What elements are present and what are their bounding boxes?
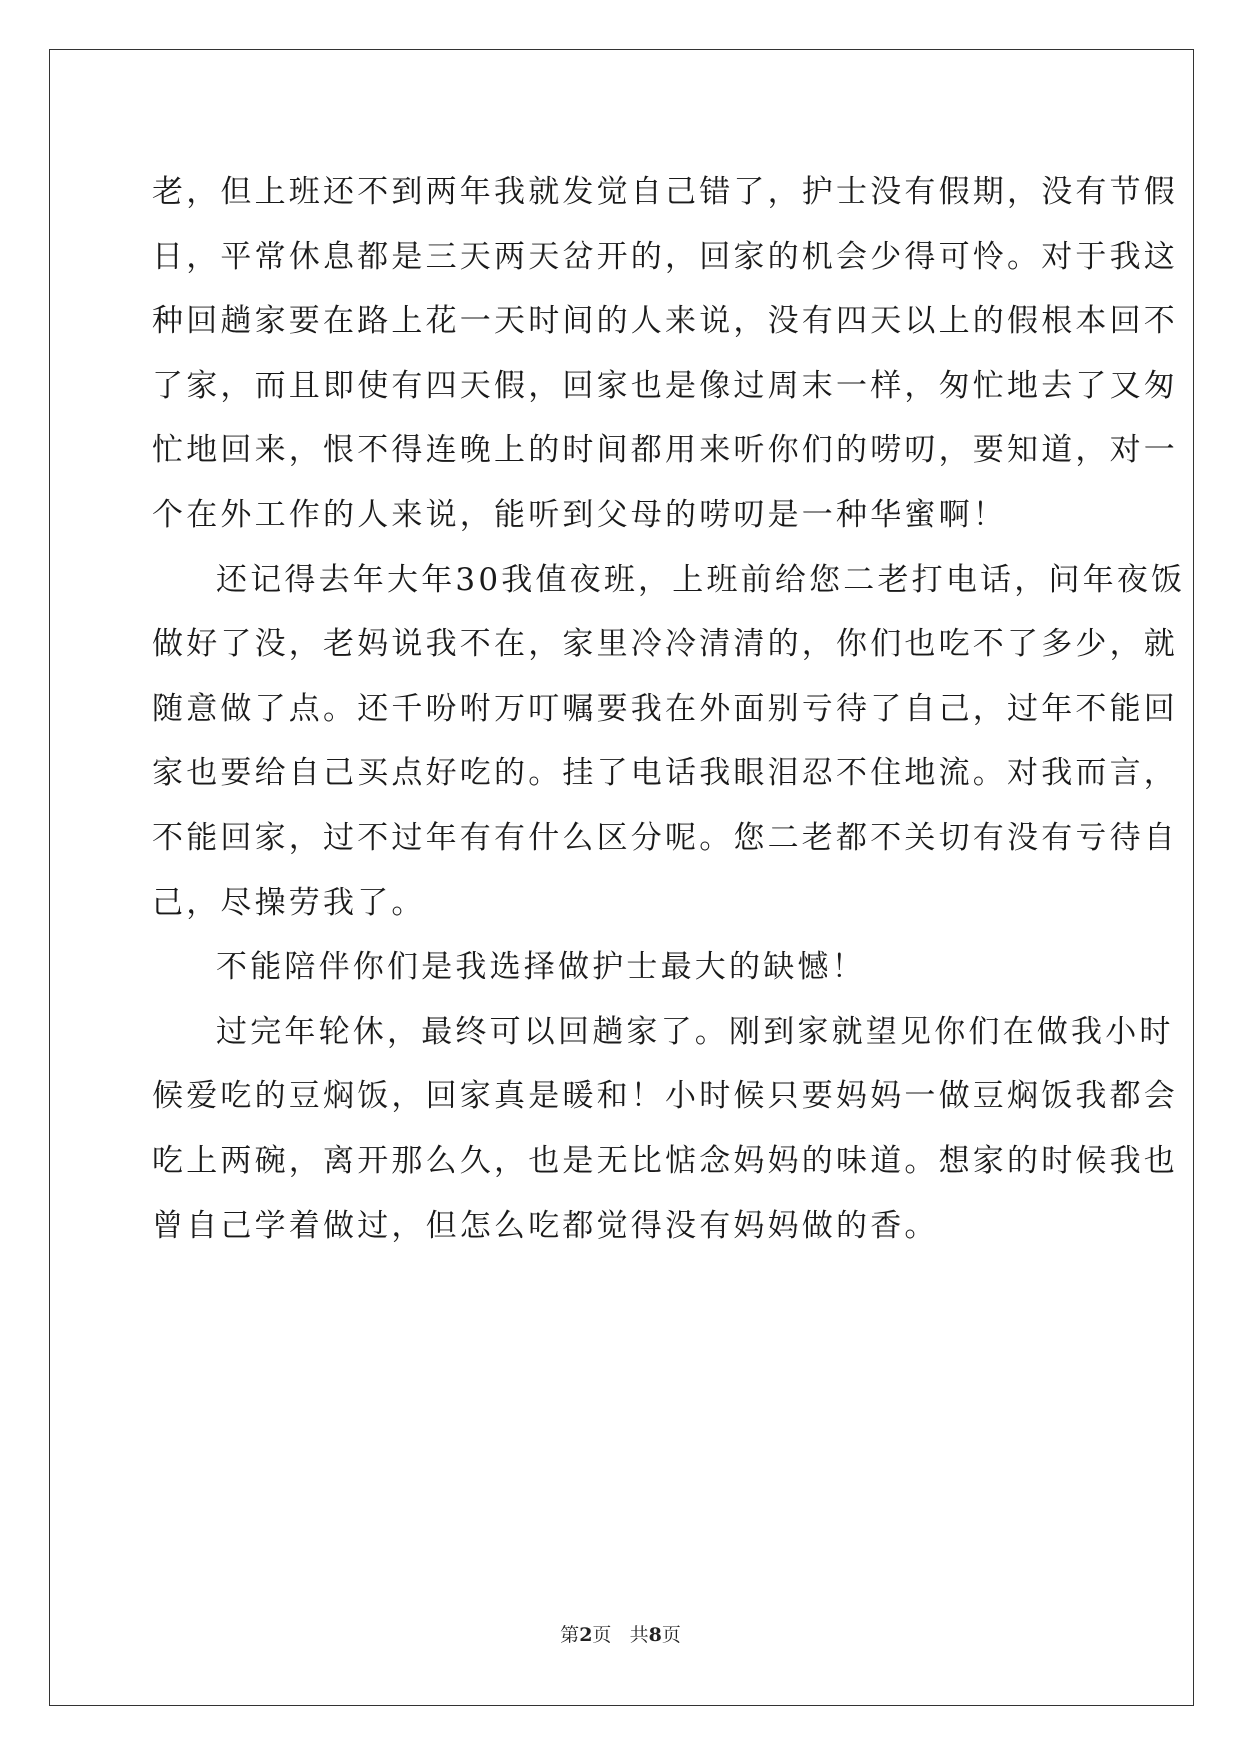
text-line: 个在外工作的人来说，能听到父母的唠叨是一种华蜜啊！ — [152, 496, 1007, 533]
text-line: 候爱吃的豆焖饭，回家真是暖和！小时候只要妈妈一做豆焖饭我都会 — [152, 1078, 1178, 1115]
text-line: 还记得去年大年30我值夜班，上班前给您二老打电话，问年夜饭 — [216, 561, 1186, 598]
text-line: 吃上两碗，离开那么久，也是无比惦念妈妈的味道。想家的时候我也 — [152, 1142, 1178, 1179]
footer-prefix: 第 — [560, 1624, 580, 1646]
total-pages: 8 — [648, 1624, 662, 1646]
text-line: 不能陪伴你们是我选择做护士最大的缺憾！ — [216, 949, 866, 986]
page-number: 2 — [579, 1624, 593, 1646]
text-line: 种回趟家要在路上花一天时间的人来说，没有四天以上的假根本回不 — [152, 303, 1178, 340]
text-line: 己，尽操劳我了。 — [152, 884, 426, 921]
text-line: 老，但上班还不到两年我就发觉自己错了，护士没有假期，没有节假 — [152, 174, 1178, 210]
text-line: 日，平常休息都是三天两天岔开的，回家的机会少得可怜。对于我这 — [152, 238, 1178, 275]
text-line: 做好了没，老妈说我不在，家里冷冷清清的，你们也吃不了多少，就 — [152, 626, 1178, 663]
text-line: 忙地回来，恨不得连晚上的时间都用来听你们的唠叨，要知道，对一 — [152, 432, 1178, 469]
text-line: 过完年轮休，最终可以回趟家了。刚到家就望见你们在做我小时 — [216, 1013, 1174, 1050]
text-line: 曾自己学着做过，但怎么吃都觉得没有妈妈做的香。 — [152, 1207, 939, 1244]
document-body — [152, 160, 1186, 1258]
footer-page-suffix: 页 — [592, 1624, 612, 1646]
footer-total-prefix: 共 — [629, 1624, 649, 1646]
text-line: 随意做了点。还千吩咐万叮嘱要我在外面别亏待了自己，过年不能回 — [152, 690, 1178, 727]
page-footer — [0, 1620, 1241, 1647]
text-line: 不能回家，过不过年有有什么区分呢。您二老都不关切有没有亏待自 — [152, 819, 1178, 856]
text-line: 家也要给自己买点好吃的。挂了电话我眼泪忍不住地流。对我而言， — [152, 755, 1178, 792]
text-line: 了家，而且即使有四天假，回家也是像过周末一样，匆忙地去了又匆 — [152, 367, 1178, 404]
footer-total-suffix: 页 — [661, 1624, 681, 1646]
